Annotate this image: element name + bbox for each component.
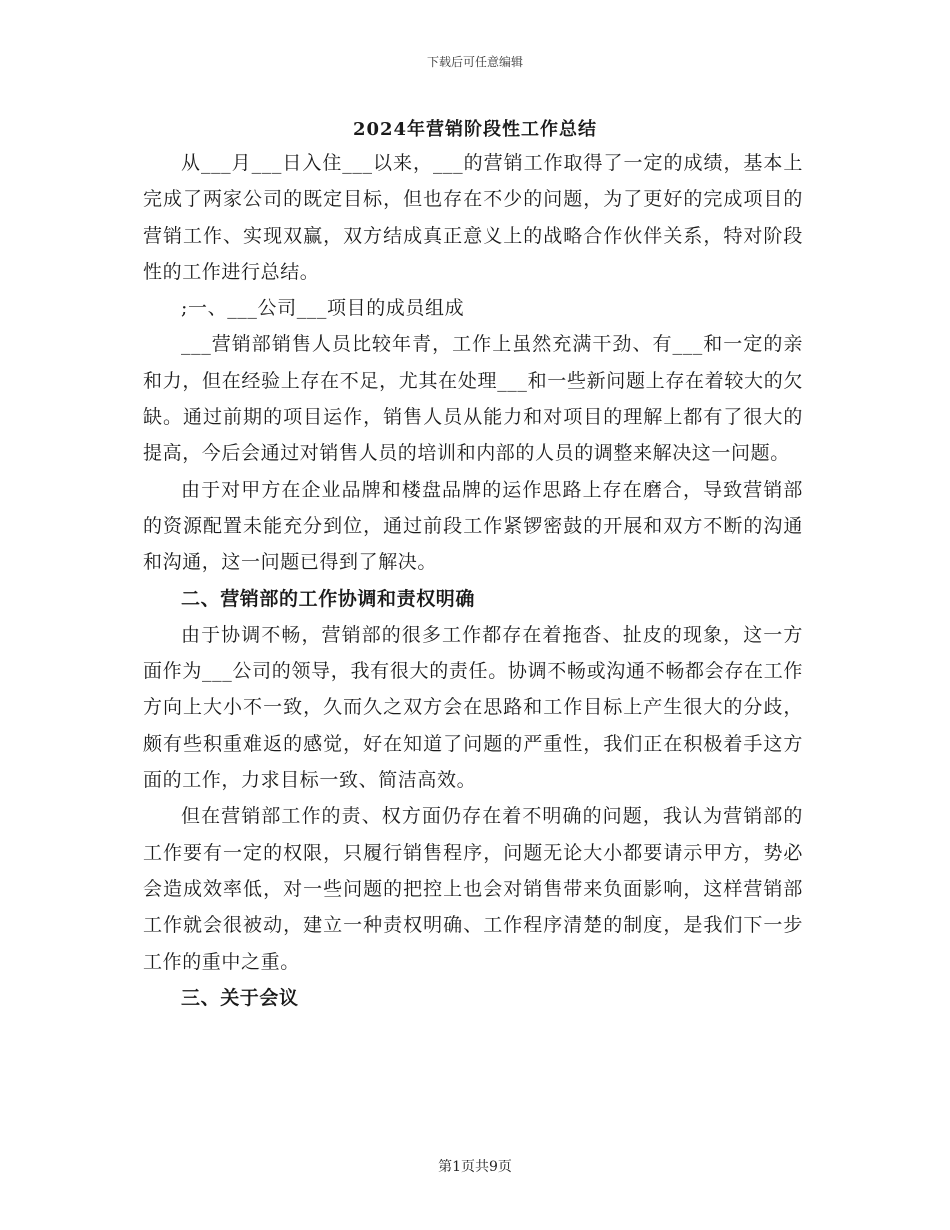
paragraph-resources: 由于对甲方在企业品牌和楼盘品牌的运作思路上存在磨合，导致营销部的资源配置未能充分到位，通过前段工作紧锣密鼓的开展和双方不断的沟通和沟通，这一问题已得到了解决。 — [143, 478, 803, 574]
header-note: 下载后可任意编辑 — [426, 55, 523, 69]
page-number: 第1页共9页 — [438, 1159, 512, 1175]
paragraph-authority: 但在营销部工作的责、权方面仍存在着不明确的问题，我认为营销部的工作要有一定的权限，只履行销售程序，问题无论大小都要请示甲方，势必会造成效率低，对一些问题的把控上也会对销售带来负面影响，这样营销部工作就会很被动，建立一种责权明确、工作程序清楚的制度，是我们下一步工作的重中之重。 — [143, 805, 803, 973]
document-body — [143, 145, 803, 1016]
paragraph-coordination: 由于协调不畅，营销部的很多工作都存在着拖沓、扯皮的现象，这一方面作为___公司的领导，我有很大的责任。协调不畅或沟通不畅都会存在工作方向上大小不一致，久而久之双方会在思路和工作目标上产生很大的分歧，颇有些积重难返的感觉，好在知道了问题的严重性，我们正在积极着手这方面的工作，力求目标一致、简洁高效。 — [143, 623, 803, 792]
section-heading-3: 三、关于会议 — [181, 986, 299, 1009]
section-heading-1: ;一、___公司___项目的成员组成 — [181, 297, 465, 320]
document-title: 2024年营销阶段性工作总结 — [352, 119, 598, 140]
paragraph-intro: 从___月___日入住___以来，___的营销工作取得了一定的成绩，基本上完成了两家公司的既定目标，但也存在不少的问题，为了更好的完成项目的营销工作、实现双赢，双方结成真正意义上的战略合作伙伴关系，特对阶段性的工作进行总结。 — [143, 152, 803, 283]
paragraph-team: ___营销部销售人员比较年青，工作上虽然充满干劲、有___和一定的亲和力，但在经验上存在不足，尤其在处理___和一些新问题上存在着较大的欠缺。通过前期的项目运作，销售人员从能力和对项目的理解上都有了很大的提高，今后会通过对销售人员的培训和内部的人员的调整来解决这一问题。 — [143, 333, 803, 465]
section-heading-2: 二、营销部的工作协调和责权明确 — [181, 587, 476, 610]
